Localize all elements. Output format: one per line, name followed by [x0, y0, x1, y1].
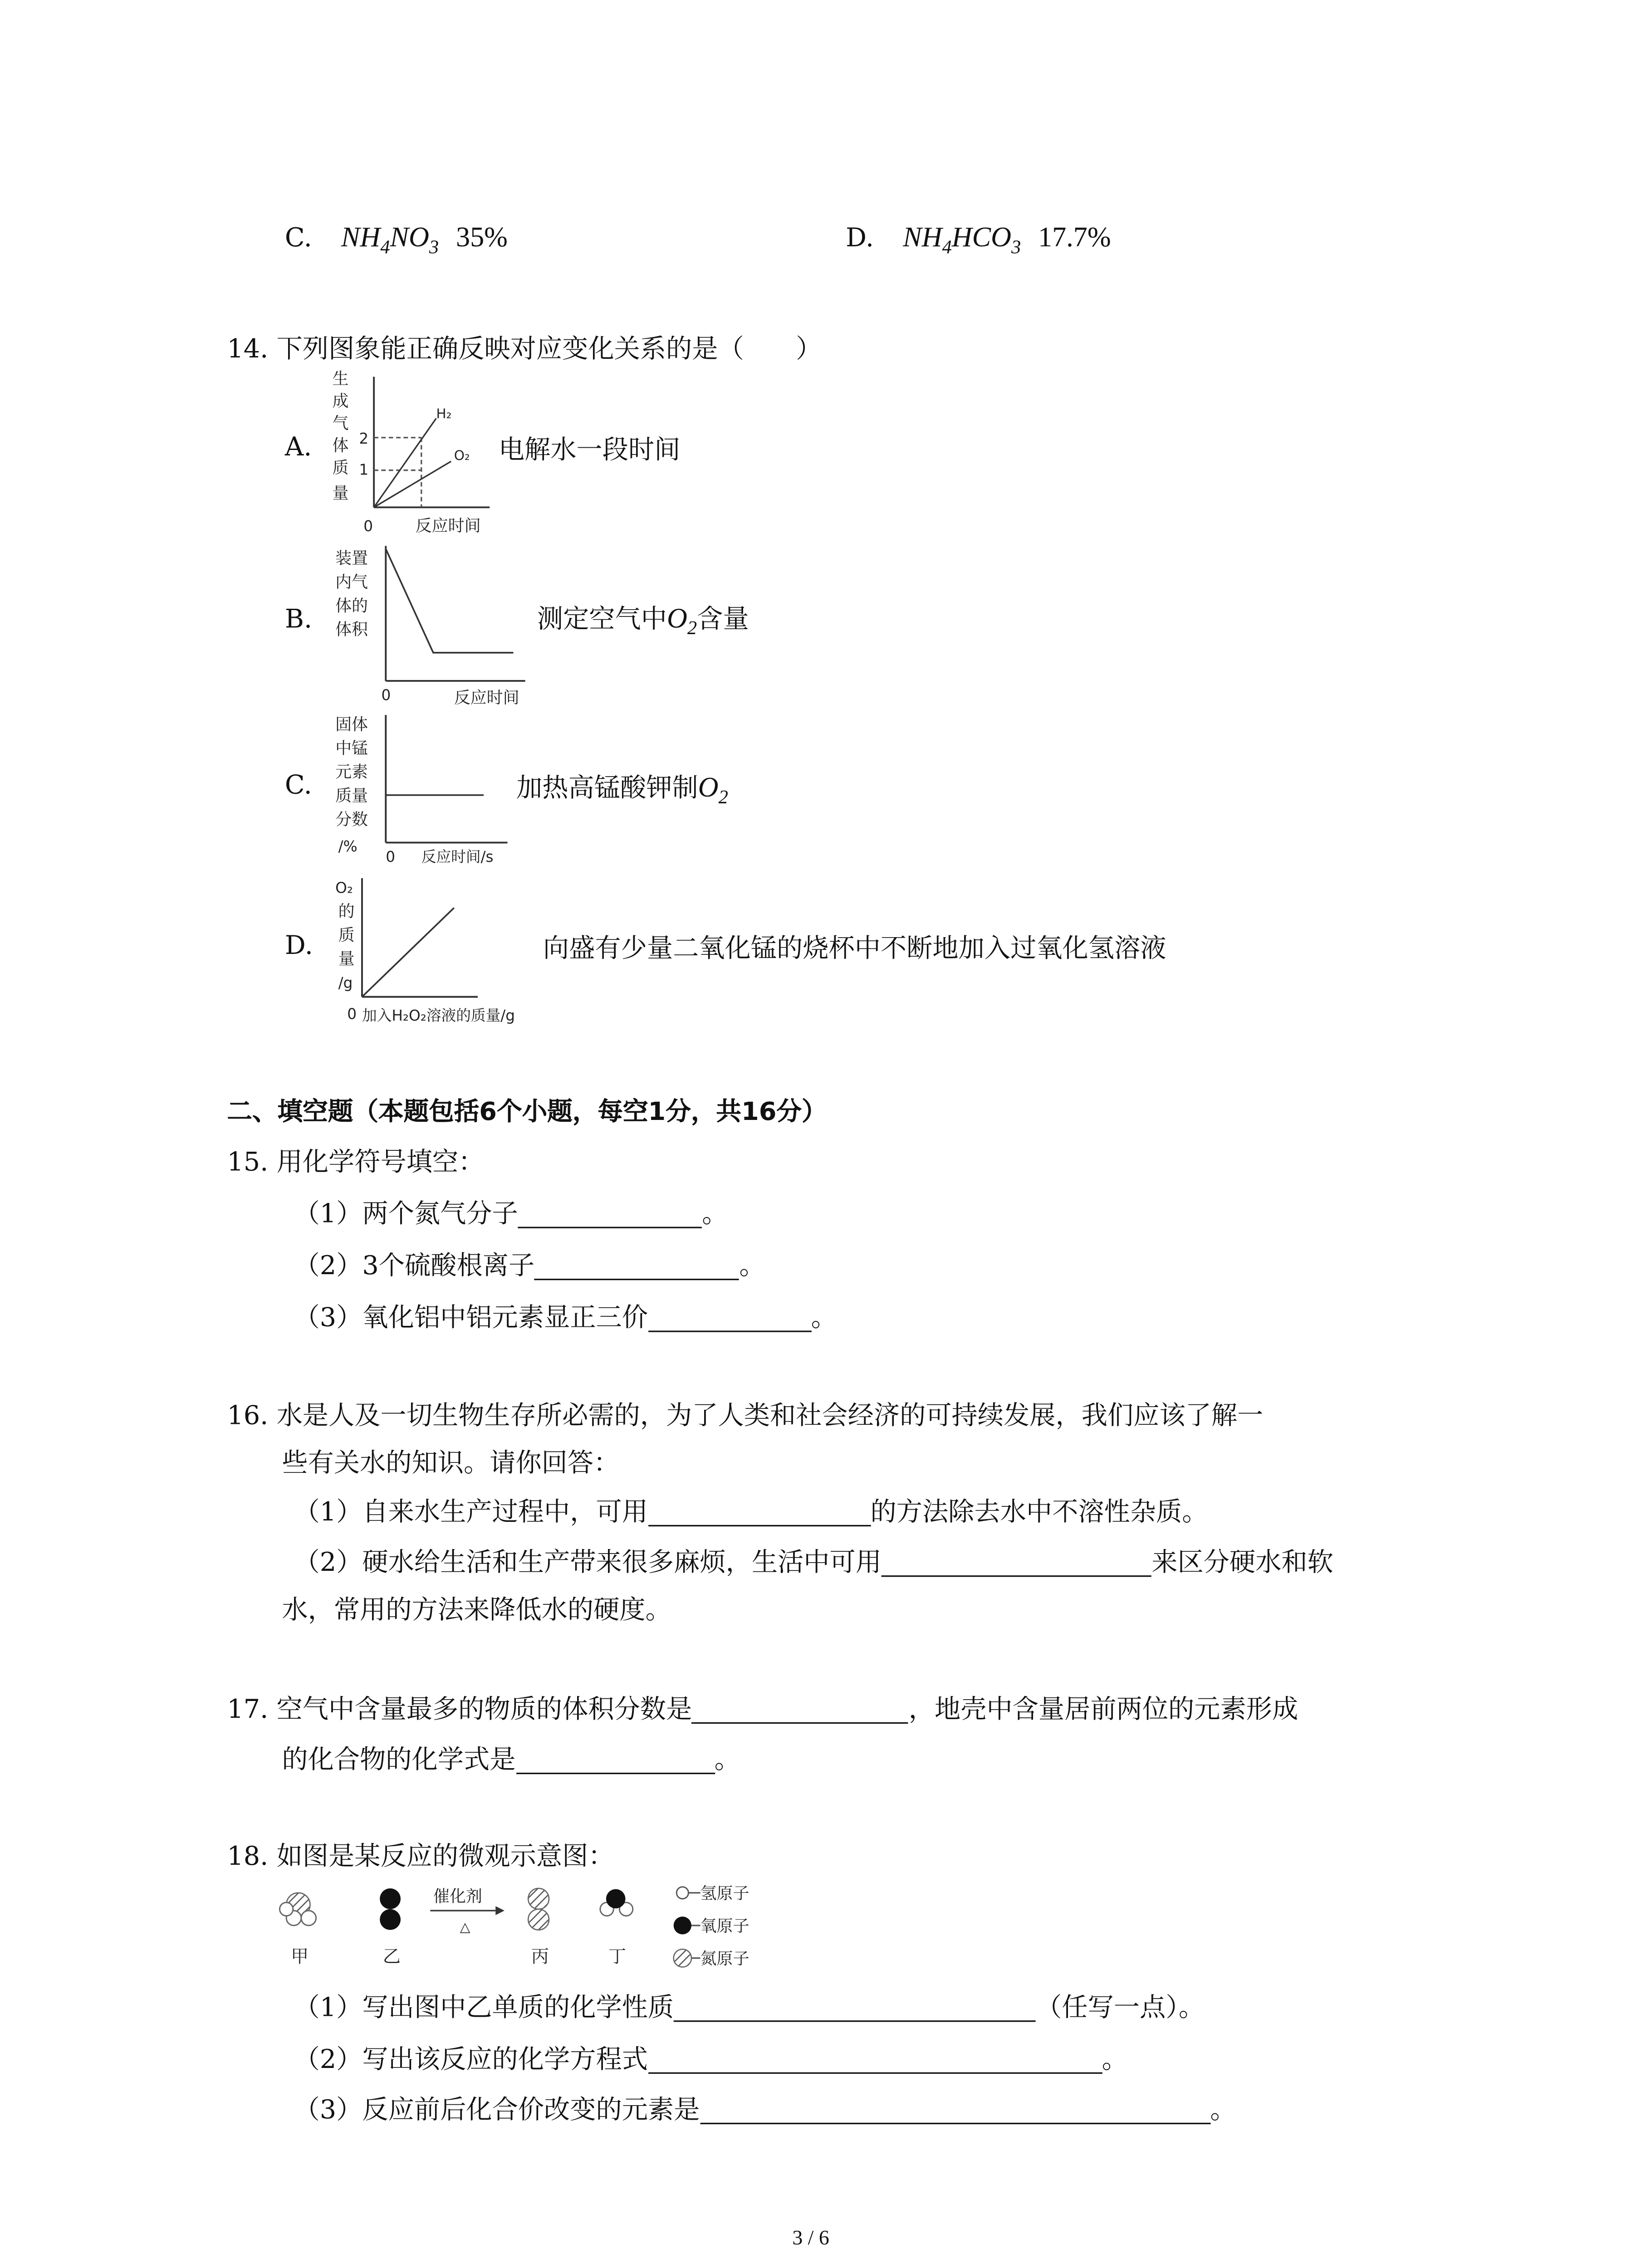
option-value: 35%: [456, 222, 508, 254]
graph-a: [323, 365, 501, 540]
molecule-jia: [279, 1893, 316, 1926]
svg-text:体积: 体积: [335, 620, 368, 639]
q18-stem: 18. 如图是某反应的微观示意图：: [227, 1842, 614, 1872]
svg-text:固体: 固体: [335, 715, 368, 734]
svg-text:内气: 内气: [335, 573, 368, 592]
svg-text:分数: 分数: [335, 810, 368, 829]
q14-option-c-label[interactable]: C.: [284, 771, 312, 801]
q14-stem: 14. 下列图象能正确反映对应变化关系的是（ ）: [227, 335, 822, 365]
answer-blank[interactable]: [648, 2043, 1102, 2074]
q17-line1: 17. 空气中含量最多的物质的体积分数是 ，地壳中含量居前两位的元素形成: [227, 1690, 1298, 1727]
svg-text:1: 1: [359, 461, 369, 479]
answer-blank[interactable]: [648, 1301, 811, 1332]
q13-option-d[interactable]: [846, 223, 1111, 259]
svg-text:2: 2: [359, 430, 369, 447]
svg-text:加入H₂O₂溶液的质量/g: 加入H₂O₂溶液的质量/g: [362, 1007, 515, 1024]
q16-item-2-line2: 水，常用的方法来降低水的硬度。: [282, 1596, 671, 1626]
q14-option-a-text: 电解水一段时间: [498, 436, 681, 466]
q13-option-c[interactable]: [285, 223, 508, 259]
legend: [674, 1884, 749, 1968]
molecule-ding: [600, 1889, 633, 1916]
svg-text:0: 0: [381, 686, 391, 704]
q16-item-2: （2）硬水给生活和生产带来很多麻烦，生活中可用 来区分硬水和软: [294, 1543, 1333, 1580]
svg-text:氢原子: 氢原子: [700, 1884, 749, 1903]
answer-blank[interactable]: [692, 1692, 908, 1724]
svg-text:质量: 质量: [335, 786, 368, 805]
answer-blank[interactable]: [515, 1743, 714, 1774]
volume-line: [386, 549, 513, 653]
q16-stem-line1: 16. 水是人及一切生物生存所必需的，为了人类和社会经济的可持续发展，我们应该了解一: [227, 1402, 1264, 1432]
svg-text:的: 的: [338, 902, 355, 921]
answer-blank[interactable]: [700, 2093, 1210, 2124]
answer-blank[interactable]: [674, 1991, 1036, 2022]
q14-option-b-label[interactable]: B.: [284, 605, 313, 635]
svg-text:H₂: H₂: [436, 406, 452, 422]
svg-text:/g: /g: [338, 974, 353, 992]
answer-blank[interactable]: [882, 1546, 1151, 1577]
svg-text:元素: 元素: [335, 763, 368, 782]
q14-option-d-text: 向盛有少量二氧化锰的烧杯中不断地加入过氧化氢溶液: [543, 934, 1166, 964]
svg-text:质: 质: [332, 459, 349, 478]
svg-text:△: △: [460, 1919, 470, 1935]
formula: $NH_4HCO_3$: [903, 222, 1021, 258]
svg-text:甲: 甲: [290, 1946, 309, 1967]
answer-blank[interactable]: [534, 1249, 739, 1281]
svg-text:0: 0: [363, 517, 373, 535]
section-heading: 二、填空题（本题包括6个小题，每空1分，共16分）: [227, 1098, 827, 1128]
o2-mass-line: [362, 908, 454, 997]
q15-item-2: （2）3个硫酸根离子 。: [294, 1246, 765, 1283]
q16-stem-line2: 些有关水的知识。请你回答：: [282, 1449, 620, 1479]
q18-item-2: （2）写出该反应的化学方程式 。: [294, 2040, 1128, 2077]
o2-line: [374, 461, 451, 507]
svg-text:体的: 体的: [335, 596, 368, 616]
svg-text:体: 体: [332, 436, 349, 455]
svg-text:氧原子: 氧原子: [700, 1916, 749, 1936]
oxygen-atom-icon: [674, 1916, 691, 1934]
option-value: 17.7%: [1038, 222, 1111, 254]
page-number: 3 / 6: [792, 2228, 829, 2251]
svg-text:O₂: O₂: [335, 879, 353, 897]
svg-text:成: 成: [332, 392, 349, 411]
q14-option-a-label[interactable]: A.: [284, 433, 312, 463]
svg-text:反应时间: 反应时间: [454, 689, 519, 708]
graph-d: [329, 872, 552, 1032]
svg-text:质: 质: [338, 926, 355, 945]
q16-item-1: （1）自来水生产过程中，可用 的方法除去水中不溶性杂质。: [294, 1492, 1208, 1530]
svg-text:丁: 丁: [608, 1946, 627, 1967]
svg-text:装置: 装置: [335, 549, 368, 568]
q18-item-3: （3）反应前后化合价改变的元素是 。: [294, 2090, 1236, 2127]
option-label: D.: [846, 224, 874, 254]
molecule-bing: [528, 1888, 549, 1930]
svg-text:O₂: O₂: [454, 447, 470, 463]
q18-item-1: （1）写出图中乙单质的化学性质 （任写一点）。: [294, 1988, 1205, 2025]
option-label: C.: [284, 224, 312, 254]
svg-text:0: 0: [347, 1005, 357, 1023]
svg-text:生: 生: [332, 370, 349, 389]
svg-text:中锰: 中锰: [335, 739, 368, 758]
answer-blank[interactable]: [518, 1197, 702, 1228]
q15-item-3: （3）氧化铝中铝元素显正三价 。: [294, 1298, 837, 1335]
svg-text:0: 0: [386, 848, 396, 866]
graph-c: [333, 709, 525, 869]
svg-text:气: 气: [332, 414, 349, 433]
svg-text:催化剂: 催化剂: [433, 1887, 482, 1906]
svg-text:/%: /%: [338, 838, 358, 855]
molecule-yi: [380, 1888, 401, 1930]
svg-text:量: 量: [338, 949, 355, 968]
formula: $NH_4NO_3$: [341, 222, 439, 258]
h2-line: [374, 418, 436, 507]
q15-stem: 15. 用化学符号填空：: [227, 1148, 485, 1178]
answer-blank[interactable]: [648, 1495, 871, 1526]
svg-text:乙: 乙: [382, 1946, 401, 1967]
svg-text:氮原子: 氮原子: [700, 1949, 749, 1968]
q14-option-c-text: 加热高锰酸钾制$O_2$: [516, 772, 728, 808]
q17-line2: 的化合物的化学式是 。: [282, 1740, 740, 1777]
nitrogen-atom-icon: [674, 1949, 691, 1967]
q15-item-1: （1）两个氮气分子 。: [294, 1194, 728, 1232]
hydrogen-atom-icon: [676, 1887, 688, 1899]
svg-text:反应时间/s: 反应时间/s: [421, 848, 494, 866]
svg-text:量: 量: [332, 484, 349, 503]
graph-b: [333, 540, 540, 712]
svg-text:丙: 丙: [531, 1946, 549, 1967]
svg-text:反应时间: 反应时间: [415, 516, 481, 535]
q14-option-b-text: 测定空气中$O_2$含量: [537, 604, 749, 639]
q14-option-d-label[interactable]: D.: [284, 931, 313, 962]
reaction-diagram: [276, 1881, 780, 1979]
